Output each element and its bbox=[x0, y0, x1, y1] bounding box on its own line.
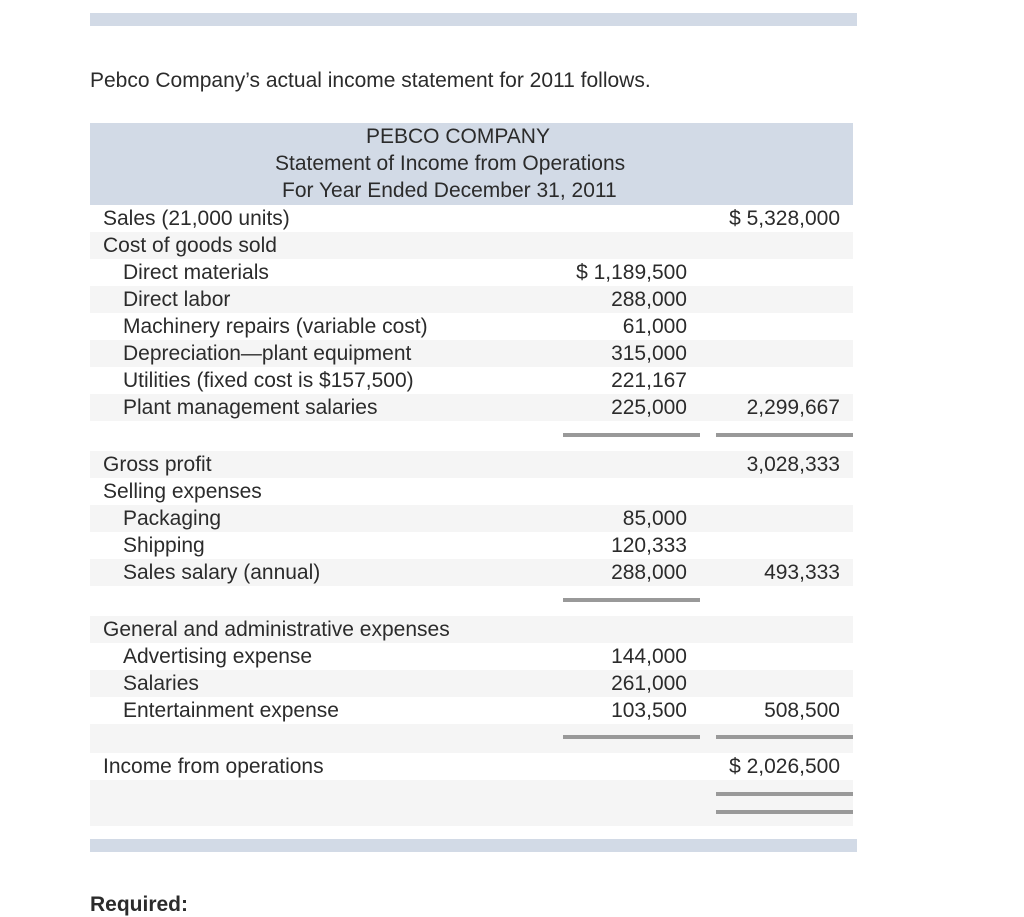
double-rule-top bbox=[716, 792, 853, 796]
row-label: Gross profit bbox=[103, 453, 212, 476]
row-depreciation bbox=[90, 340, 853, 367]
row-amount: 85,000 bbox=[622, 507, 687, 530]
row-total: 493,333 bbox=[764, 561, 840, 584]
row-shipping bbox=[90, 532, 853, 559]
row-amount: 221,167 bbox=[611, 369, 687, 392]
row-total: $ 5,328,000 bbox=[729, 207, 840, 230]
row-label: Salaries bbox=[123, 672, 199, 695]
row-selling-header bbox=[90, 478, 853, 505]
required-heading: Required: bbox=[90, 893, 189, 916]
row-salaries bbox=[90, 670, 853, 697]
row-label: Direct materials bbox=[123, 261, 269, 284]
row-gross-profit bbox=[90, 451, 853, 478]
company-name: PEBCO COMPANY bbox=[366, 125, 550, 148]
row-label: General and administrative expenses bbox=[103, 618, 450, 641]
subtotal-rule bbox=[563, 433, 700, 437]
row-advertising bbox=[90, 643, 853, 670]
double-rule-bottom bbox=[716, 810, 853, 814]
row-label: Direct labor bbox=[123, 288, 231, 311]
row-label: Income from operations bbox=[103, 755, 324, 778]
top-divider-band bbox=[90, 13, 857, 26]
row-entertainment bbox=[90, 697, 853, 724]
row-label: Sales salary (annual) bbox=[123, 561, 321, 584]
row-label: Shipping bbox=[123, 534, 205, 557]
row-spacer bbox=[90, 780, 853, 826]
row-income-from-operations bbox=[90, 753, 853, 780]
row-label: Sales (21,000 units) bbox=[103, 207, 290, 230]
row-utilities bbox=[90, 367, 853, 394]
row-total: 3,028,333 bbox=[746, 453, 840, 476]
row-cogs-header bbox=[90, 232, 853, 259]
row-amount: $ 1,189,500 bbox=[576, 261, 687, 284]
row-packaging bbox=[90, 505, 853, 532]
row-amount: 144,000 bbox=[611, 645, 687, 668]
bottom-divider-band bbox=[90, 839, 857, 852]
row-ga-header bbox=[90, 616, 853, 643]
row-plant-management bbox=[90, 394, 853, 421]
total-rule bbox=[716, 735, 853, 739]
row-amount: 315,000 bbox=[611, 342, 687, 365]
row-amount: 61,000 bbox=[622, 315, 687, 338]
row-label: Depreciation—plant equipment bbox=[123, 342, 412, 365]
statement-period: For Year Ended December 31, 2011 bbox=[282, 179, 617, 202]
row-sales-salary bbox=[90, 559, 853, 586]
row-amount: 261,000 bbox=[611, 672, 687, 695]
row-label: Plant management salaries bbox=[123, 396, 378, 419]
subtotal-rule bbox=[563, 598, 700, 602]
row-label: Selling expenses bbox=[103, 480, 262, 503]
row-machinery-repairs bbox=[90, 313, 853, 340]
row-amount: 103,500 bbox=[611, 699, 687, 722]
row-amount: 288,000 bbox=[611, 561, 687, 584]
row-sales bbox=[90, 205, 853, 232]
row-direct-labor bbox=[90, 286, 853, 313]
row-direct-materials bbox=[90, 259, 853, 286]
intro-text: Pebco Company’s actual income statement for 2011 follows. bbox=[90, 69, 651, 92]
statement-header bbox=[90, 123, 853, 205]
row-amount: 225,000 bbox=[611, 396, 687, 419]
row-label: Cost of goods sold bbox=[103, 234, 277, 257]
subtotal-rule bbox=[563, 735, 700, 739]
total-rule bbox=[716, 433, 853, 437]
row-label: Entertainment expense bbox=[123, 699, 339, 722]
row-total: 508,500 bbox=[764, 699, 840, 722]
row-total: 2,299,667 bbox=[746, 396, 840, 419]
statement-title: Statement of Income from Operations bbox=[275, 152, 626, 175]
row-label: Advertising expense bbox=[123, 645, 313, 668]
row-label: Utilities (fixed cost is $157,500) bbox=[123, 369, 414, 392]
row-label: Packaging bbox=[123, 507, 222, 530]
row-label: Machinery repairs (variable cost) bbox=[123, 315, 428, 338]
row-amount: 120,333 bbox=[611, 534, 687, 557]
row-amount: 288,000 bbox=[611, 288, 687, 311]
row-total: $ 2,026,500 bbox=[729, 755, 840, 778]
